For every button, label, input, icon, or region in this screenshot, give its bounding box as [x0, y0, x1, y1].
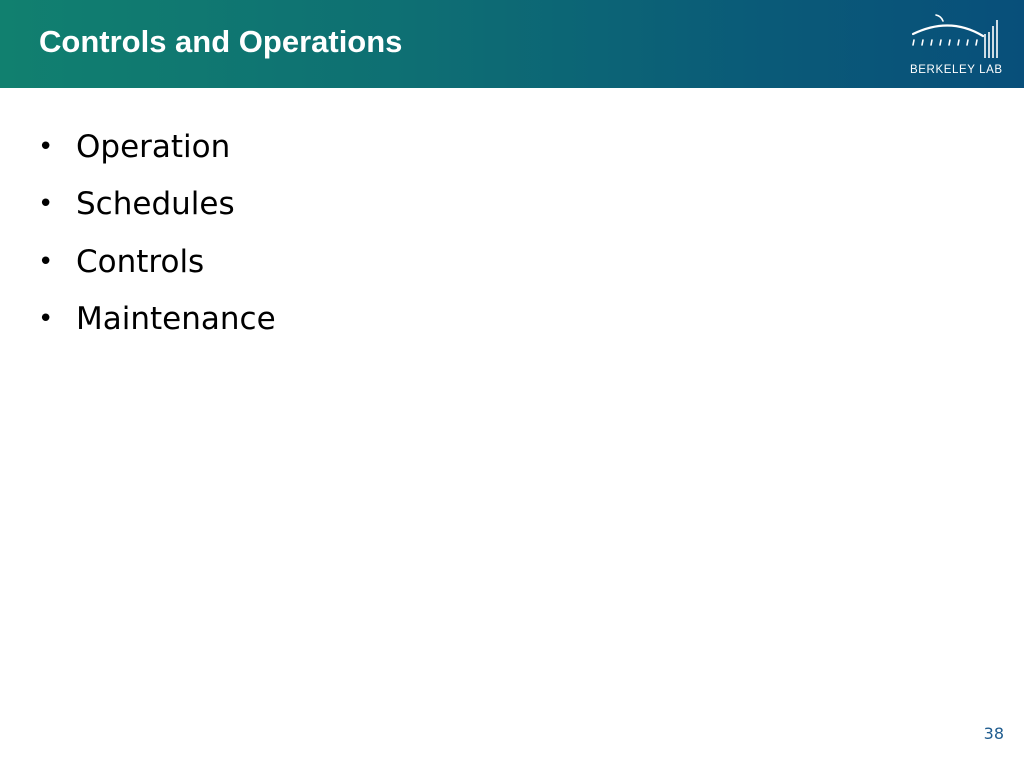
bullet-marker: •	[38, 304, 54, 335]
page-number: 38	[983, 724, 1004, 743]
berkeley-lab-logo-text: BERKELEY LAB	[910, 64, 1003, 76]
header-bar	[0, 0, 1024, 88]
bullet-text-controls: Controls	[76, 243, 205, 280]
bullet-text-maintenance: Maintenance	[76, 301, 276, 338]
bullet-item	[38, 291, 276, 349]
bullet-text-schedules: Schedules	[76, 186, 235, 223]
slide-title: Controls and Operations	[39, 24, 403, 59]
bullet-marker: •	[38, 189, 54, 220]
bullet-marker: •	[38, 131, 54, 162]
berkeley-lab-logo	[905, 12, 1005, 80]
berkeley-lab-logo-icon	[905, 12, 1005, 62]
bullet-text-operation: Operation	[76, 128, 231, 165]
bullet-item	[38, 118, 276, 176]
bullet-item	[38, 233, 276, 291]
bullet-list	[38, 118, 276, 348]
bullet-item	[38, 176, 276, 234]
bullet-marker: •	[38, 246, 54, 277]
